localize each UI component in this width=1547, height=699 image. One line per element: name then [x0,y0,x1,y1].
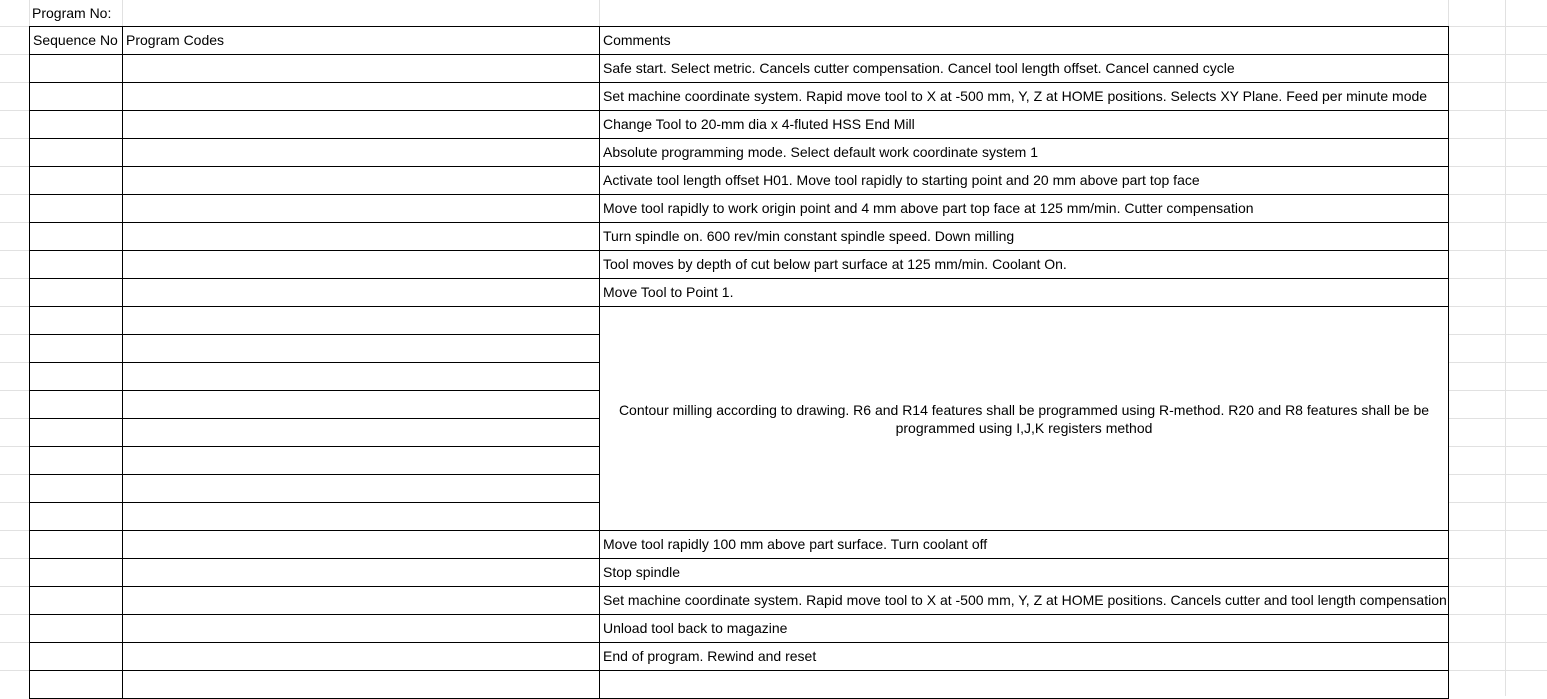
comment-cell[interactable]: Move tool rapidly 100 mm above part surface. Turn coolant off [599,530,1449,559]
sequence-no-cell[interactable] [29,558,123,587]
merged-comment-cell[interactable]: Contour milling according to drawing. R6 and R14 features shall be programmed using R-method. R20 and R8 features shall be be programmed using I,J,K registers method [599,306,1449,531]
program-code-cell[interactable] [122,138,600,167]
sequence-no-cell[interactable] [29,138,123,167]
comment-cell[interactable]: Move tool rapidly to work origin point and 4 mm above part top face at 125 mm/min. Cutter compensation [599,194,1449,223]
sequence-no-cell[interactable] [29,334,123,363]
program-code-cell[interactable] [122,670,600,699]
header-program-codes: Program Codes [122,26,600,55]
program-code-cell[interactable] [122,194,600,223]
program-code-cell[interactable] [122,390,600,419]
sequence-no-cell[interactable] [29,54,123,83]
program-code-cell[interactable] [122,110,600,139]
comment-cell[interactable]: Set machine coordinate system. Rapid move tool to X at -500 mm, Y, Z at HOME positions. Selects XY Plane. Feed per minute mode [599,82,1449,111]
comment-cell[interactable]: Absolute programming mode. Select default work coordinate system 1 [599,138,1449,167]
sequence-no-cell[interactable] [29,418,123,447]
program-code-cell[interactable] [122,222,600,251]
program-code-cell[interactable] [122,362,600,391]
program-code-cell[interactable] [122,642,600,671]
program-code-cell[interactable] [122,586,600,615]
comment-cell[interactable]: Safe start. Select metric. Cancels cutter compensation. Cancel tool length offset. Cancel canned cycle [599,54,1449,83]
sequence-no-cell[interactable] [29,390,123,419]
program-code-cell[interactable] [122,306,600,335]
comment-cell[interactable]: Tool moves by depth of cut below part surface at 125 mm/min. Coolant On. [599,250,1449,279]
sequence-no-cell[interactable] [29,446,123,475]
comment-cell[interactable]: Activate tool length offset H01. Move tool rapidly to starting point and 20 mm above part top face [599,166,1449,195]
program-code-cell[interactable] [122,334,600,363]
comment-cell[interactable]: Change Tool to 20-mm dia x 4-fluted HSS End Mill [599,110,1449,139]
program-code-cell[interactable] [122,530,600,559]
program-code-cell[interactable] [122,502,600,531]
comment-cell[interactable]: Turn spindle on. 600 rev/min constant spindle speed. Down milling [599,222,1449,251]
program-code-cell[interactable] [122,614,600,643]
sequence-no-cell[interactable] [29,362,123,391]
comment-cell[interactable]: Set machine coordinate system. Rapid move tool to X at -500 mm, Y, Z at HOME positions. Cancels cutter and tool length compensation [599,586,1449,615]
program-code-cell[interactable] [122,418,600,447]
sequence-no-cell[interactable] [29,278,123,307]
program-code-cell[interactable] [122,278,600,307]
sequence-no-cell[interactable] [29,530,123,559]
sequence-no-cell[interactable] [29,306,123,335]
sequence-no-cell[interactable] [29,670,123,699]
sequence-no-cell[interactable] [29,250,123,279]
sequence-no-cell[interactable] [29,642,123,671]
gridline-v [1505,0,1506,696]
program-code-cell[interactable] [122,250,600,279]
program-code-cell[interactable] [122,54,600,83]
sequence-no-cell[interactable] [29,502,123,531]
sequence-no-cell[interactable] [29,82,123,111]
program-code-cell[interactable] [122,446,600,475]
sequence-no-cell[interactable] [29,474,123,503]
sequence-no-cell[interactable] [29,194,123,223]
comment-cell[interactable] [599,670,1449,699]
program-no-label: Program No: [32,5,112,21]
sequence-no-cell[interactable] [29,110,123,139]
program-code-cell[interactable] [122,166,600,195]
sequence-no-cell[interactable] [29,586,123,615]
sequence-no-cell[interactable] [29,166,123,195]
program-code-cell[interactable] [122,82,600,111]
program-code-cell[interactable] [122,474,600,503]
header-comments: Comments [599,26,1449,55]
comment-cell[interactable]: End of program. Rewind and reset [599,642,1449,671]
comment-cell[interactable]: Unload tool back to magazine [599,614,1449,643]
sequence-no-cell[interactable] [29,222,123,251]
program-code-cell[interactable] [122,558,600,587]
sequence-no-cell[interactable] [29,614,123,643]
comment-cell[interactable]: Stop spindle [599,558,1449,587]
comment-cell[interactable]: Move Tool to Point 1. [599,278,1449,307]
header-sequence-no: Sequence No [29,26,123,55]
